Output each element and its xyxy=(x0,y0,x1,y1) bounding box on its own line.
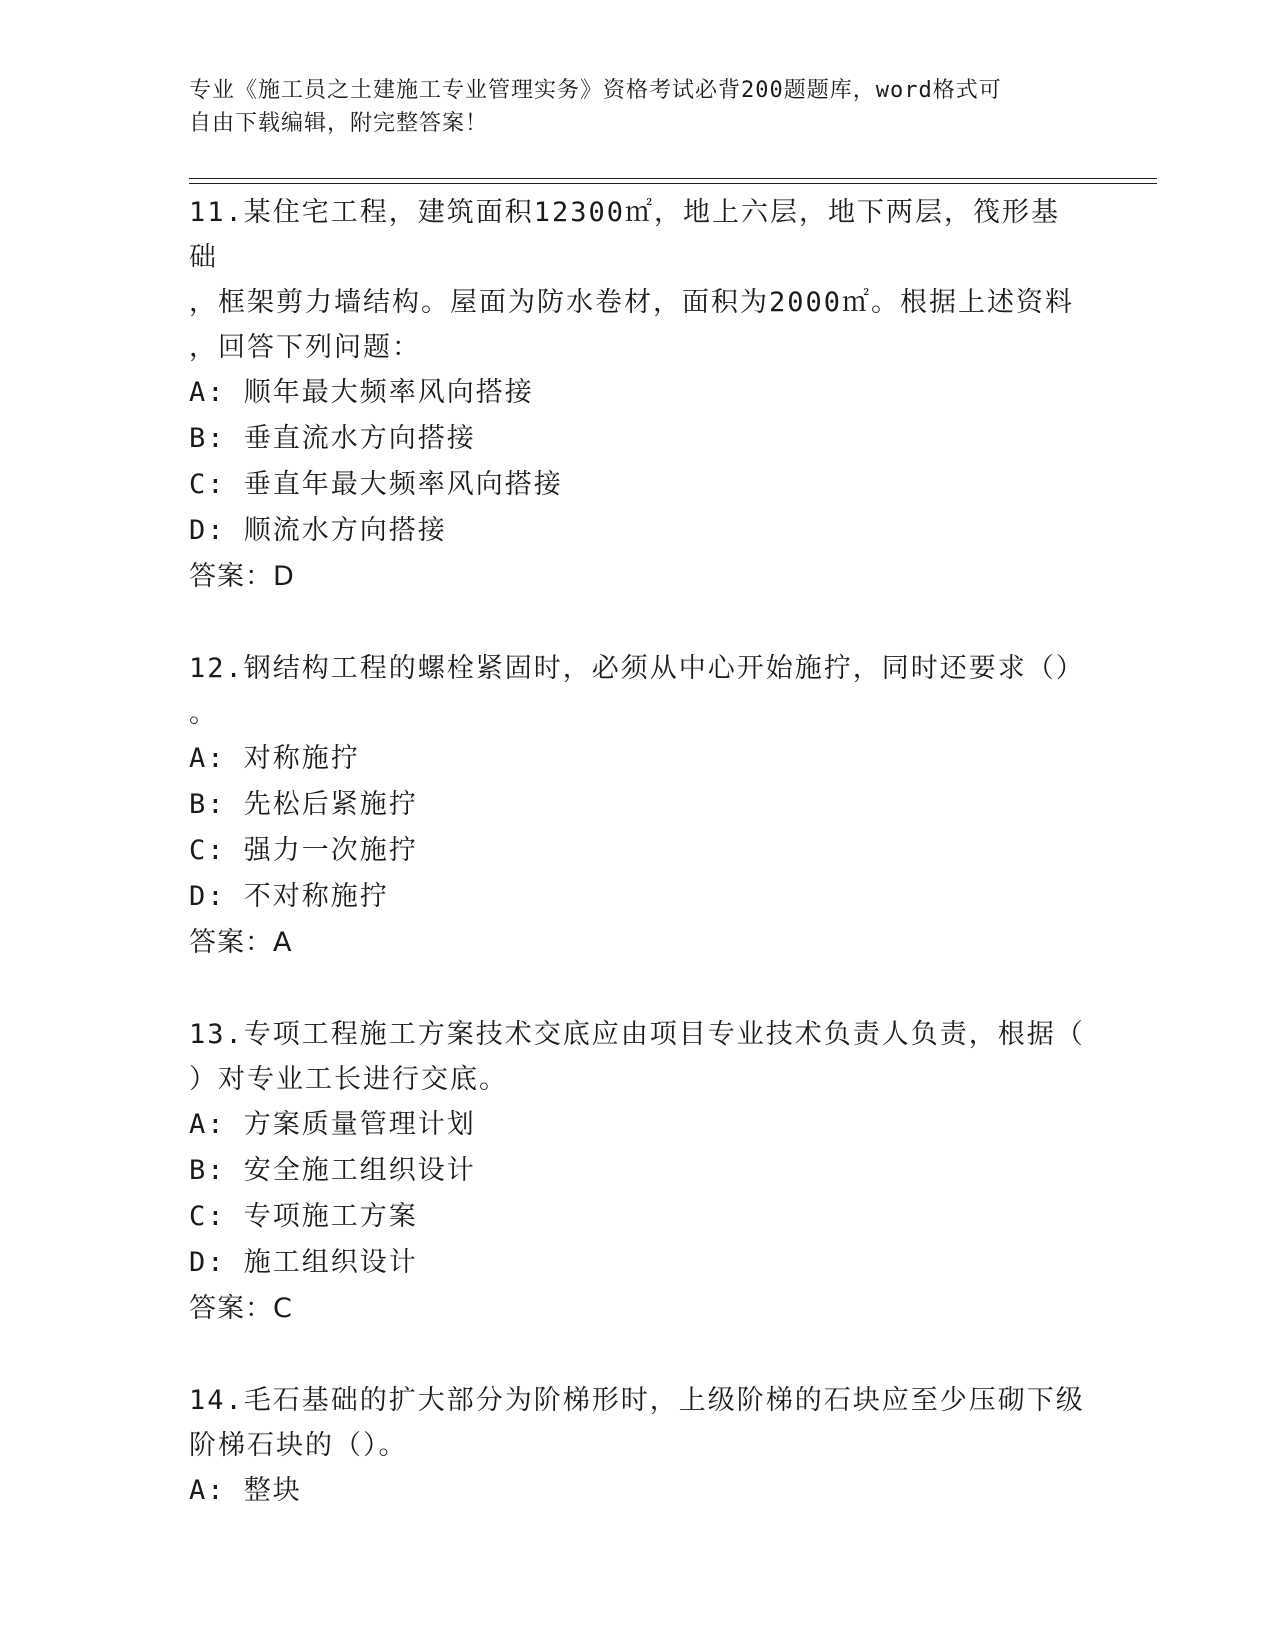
option-b: B: 先松后紧施拧 xyxy=(189,789,418,820)
option-b: B: 垂直流水方向搭接 xyxy=(189,423,476,454)
question-text-line: 14.毛石基础的扩大部分为阶梯形时，上级阶梯的石块应至少压砌下级 xyxy=(189,1385,1085,1416)
question-text-line: ，回答下列问题： xyxy=(189,332,421,363)
question-text xyxy=(189,190,1089,370)
option-a: A: 方案质量管理计划 xyxy=(189,1109,476,1140)
question-13 xyxy=(189,1012,1089,1332)
option-c: C: 专项施工方案 xyxy=(189,1201,418,1232)
question-text-line: ，框架剪力墙结构。屋面为防水卷材，面积为2000㎡。根据上述资料 xyxy=(189,287,1075,318)
header-divider-top xyxy=(189,178,1157,179)
option-d: D: 顺流水方向搭接 xyxy=(189,515,447,546)
answer: 答案：C xyxy=(189,1293,293,1324)
question-text-line: 阶梯石块的（）。 xyxy=(189,1430,408,1461)
question-11 xyxy=(189,190,1089,600)
question-text-line: 13.专项工程施工方案技术交底应由项目专业技术负责人负责，根据（ xyxy=(189,1019,1085,1050)
question-text-line: 12.钢结构工程的螺栓紧固时，必须从中心开始施拧，同时还要求（） xyxy=(189,653,1085,684)
header-divider-bottom xyxy=(189,183,1157,184)
option-a: A: 整块 xyxy=(189,1475,302,1506)
option-c: C: 强力一次施拧 xyxy=(189,835,418,866)
question-text-line: ）对专业工长进行交底。 xyxy=(189,1064,508,1095)
answer: 答案：A xyxy=(189,927,293,958)
question-text-line: 11.某住宅工程，建筑面积12300㎡，地上六层，地下两层，筏形基础 xyxy=(189,197,1061,273)
header-line-2: 自由下载编辑，附完整答案！ xyxy=(189,111,489,136)
header-line-1: 专业《施工员之土建施工专业管理实务》资格考试必背200题题库，word格式可 xyxy=(189,78,1002,103)
question-text xyxy=(189,1012,1089,1102)
question-text xyxy=(189,1378,1089,1468)
question-list xyxy=(189,190,1089,1560)
option-d: D: 不对称施拧 xyxy=(189,881,389,912)
option-d: D: 施工组织设计 xyxy=(189,1247,418,1278)
question-text xyxy=(189,646,1089,736)
question-12 xyxy=(189,646,1089,966)
document-header xyxy=(189,74,1069,140)
option-a: A: 顺年最大频率风向搭接 xyxy=(189,377,534,408)
option-c: C: 垂直年最大频率风向搭接 xyxy=(189,469,563,500)
answer: 答案：D xyxy=(189,561,295,592)
question-14 xyxy=(189,1378,1089,1514)
option-b: B: 安全施工组织设计 xyxy=(189,1155,476,1186)
question-text-line: 。 xyxy=(189,698,218,729)
option-a: A: 对称施拧 xyxy=(189,743,360,774)
